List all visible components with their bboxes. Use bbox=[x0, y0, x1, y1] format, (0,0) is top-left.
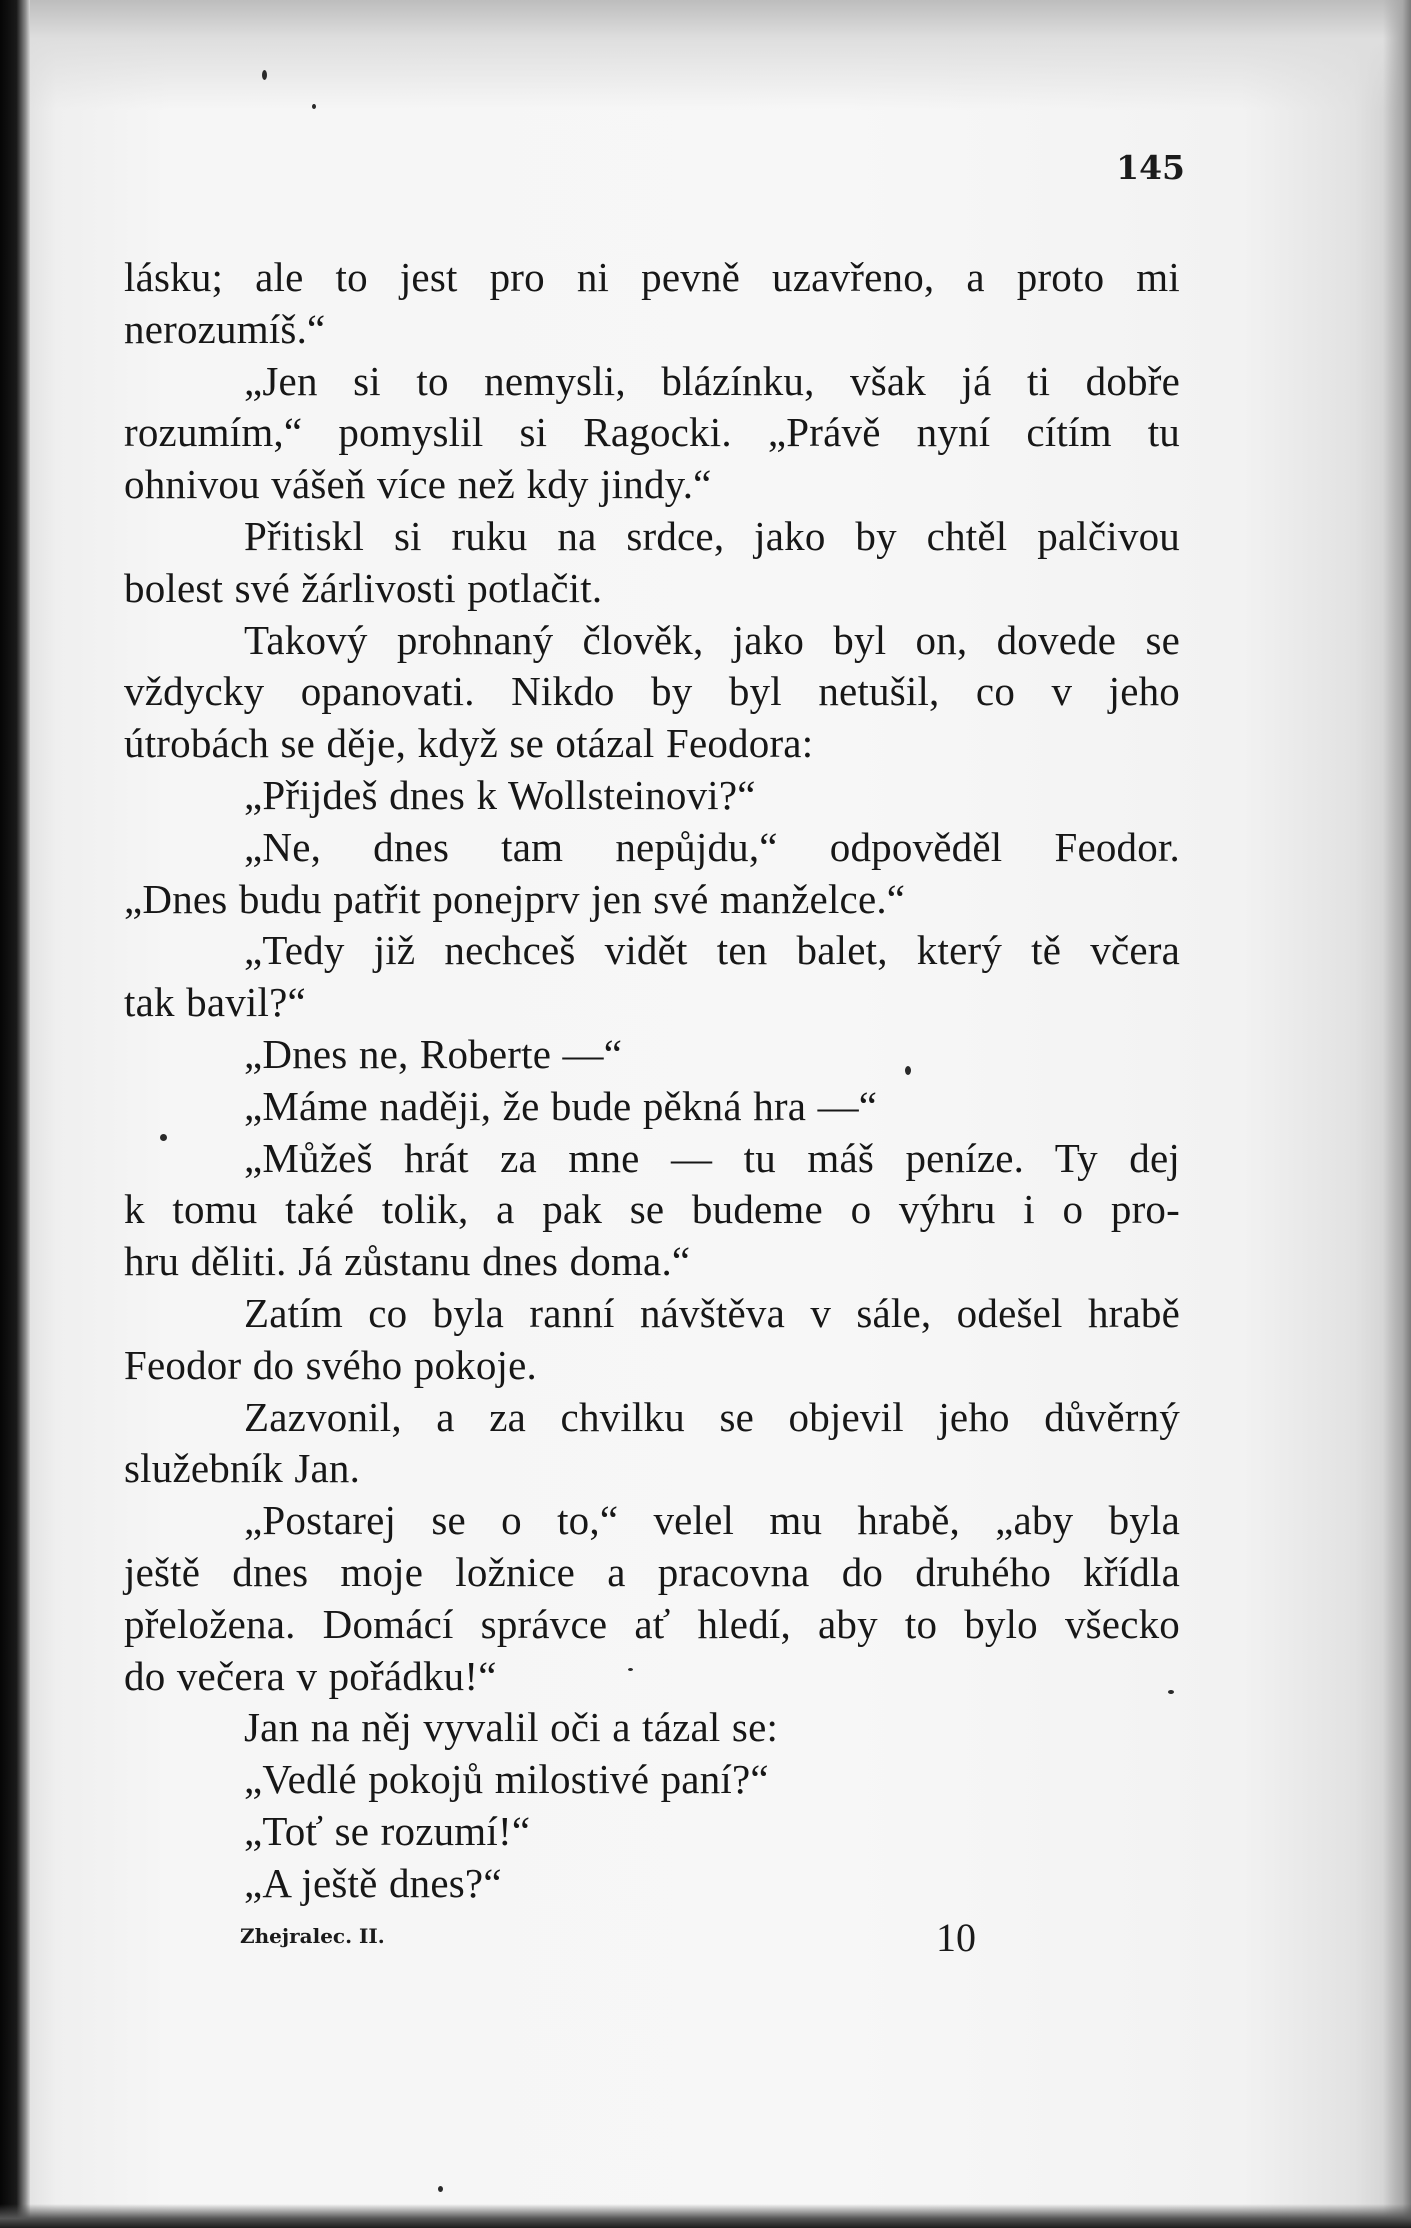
page-top-shading bbox=[30, 0, 1411, 110]
text-line: „Dnes budu patřit ponejprv jen své manželce.“ bbox=[124, 875, 906, 922]
text-line: „Můžeš hrát za mne — tu máš peníze. Ty dej bbox=[244, 1134, 1180, 1181]
text-line: ohnivou vášeň více než kdy jindy.“ bbox=[124, 461, 712, 508]
text-line: „Ne, dnes tam nepůjdu,“ odpověděl Feodor. bbox=[244, 823, 1180, 870]
text-line: rozumím,“ pomyslil si Ragocki. „Právě nyní cítím tu bbox=[124, 409, 1180, 456]
text-line: nerozumíš.“ bbox=[124, 305, 326, 352]
text-line: „Vedlé pokojů milostivé paní?“ bbox=[244, 1756, 769, 1803]
text-line: ještě dnes moje ložnice a pracovna do druhého křídla bbox=[124, 1548, 1180, 1595]
text-line: Jan na něj vyvalil oči a tázal se: bbox=[244, 1704, 779, 1751]
text-line: „Toť se rozumí!“ bbox=[244, 1807, 531, 1854]
book-spine-shadow bbox=[0, 0, 30, 2228]
scan-speck bbox=[312, 104, 316, 109]
scan-speck bbox=[438, 2186, 443, 2192]
page-number: 145 bbox=[1116, 148, 1185, 187]
text-line: bolest své žárlivosti potlačit. bbox=[124, 564, 603, 611]
text-line: „Dnes ne, Roberte —“ bbox=[244, 1030, 623, 1077]
text-line: Zazvonil, a za chvilku se objevil jeho důvěrný bbox=[244, 1393, 1180, 1440]
text-line: vždycky opanovati. Nikdo by byl netušil, co v jeho bbox=[124, 668, 1180, 715]
scan-speck bbox=[262, 70, 267, 80]
page-bottom-edge bbox=[0, 2204, 1411, 2228]
text-line: „Tedy již nechceš vidět ten balet, který tě včera bbox=[244, 927, 1180, 974]
text-line: do večera v pořádku!“ bbox=[124, 1652, 497, 1699]
text-line: „Jen si to nemysli, blázínku, však já ti dobře bbox=[244, 357, 1180, 404]
text-line: Zatím co byla ranní návštěva v sále, odešel hrabě bbox=[244, 1289, 1180, 1336]
text-line: Feodor do svého pokoje. bbox=[124, 1341, 537, 1388]
text-line: tak bavil?“ bbox=[124, 979, 306, 1026]
body-text bbox=[124, 252, 1180, 1910]
text-line: „Máme naději, že bude pěkná hra —“ bbox=[244, 1082, 878, 1129]
printer-signature: Zhejralec. II. bbox=[240, 1924, 385, 1948]
text-line: hru děliti. Já zůstanu dnes doma.“ bbox=[124, 1238, 691, 1285]
text-line: služebník Jan. bbox=[124, 1445, 361, 1492]
text-line: „Postarej se o to,“ velel mu hrabě, „aby byla bbox=[244, 1497, 1180, 1544]
text-line: lásku; ale to jest pro ni pevně uzavřeno, a proto mi bbox=[124, 254, 1180, 300]
text-line: „Přijdeš dnes k Wollsteinovi?“ bbox=[244, 771, 756, 818]
text-line: Přitiskl si ruku na srdce, jako by chtěl palčivou bbox=[244, 512, 1180, 559]
sheet-number: 10 bbox=[936, 1915, 976, 1960]
text-line: útrobách se děje, když se otázal Feodora: bbox=[124, 720, 814, 767]
text-line: přeložena. Domácí správce ať hledí, aby to bylo všecko bbox=[124, 1600, 1180, 1647]
text-line: „A ještě dnes?“ bbox=[244, 1859, 502, 1906]
page-right-edge bbox=[1383, 0, 1411, 2228]
text-line: k tomu také tolik, a pak se budeme o výhru i o pro- bbox=[124, 1186, 1180, 1233]
text-line: Takový prohnaný člověk, jako byl on, dovede se bbox=[244, 616, 1180, 663]
